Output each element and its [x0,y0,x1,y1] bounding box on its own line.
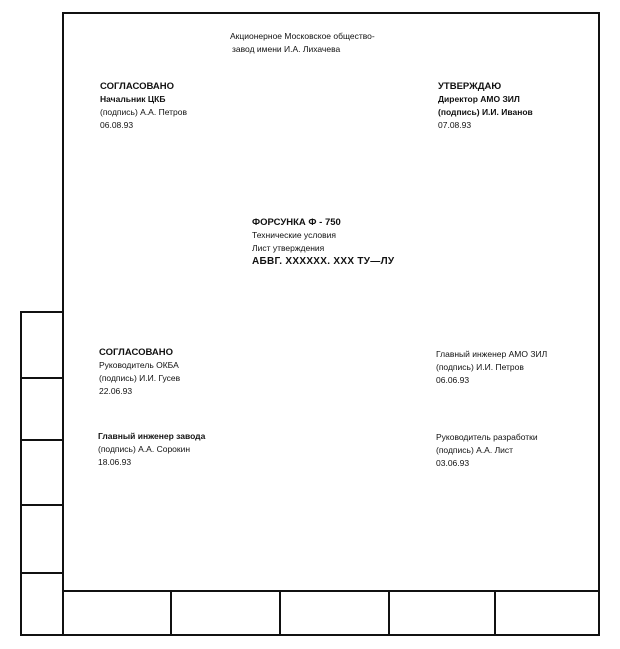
block-date: 18.06.93 [98,457,132,467]
approval-block-middle-left [99,346,180,398]
block-signature: (подпись) И.И. Гусев [99,373,181,383]
side-stamp-cell [22,504,62,506]
bottom-stamp-divider [170,592,172,634]
block-heading: УТВЕРЖДАЮ [438,81,502,92]
block-position: Главный инженер АМО ЗИЛ [436,349,548,359]
approval-block-top-left [100,80,187,132]
bottom-stamp-divider [388,592,390,634]
block-heading: СОГЛАСОВАНО [100,81,174,92]
sheet-name: Лист утверждения [252,243,325,253]
side-stamp-cell [22,572,62,574]
block-date: 22.06.93 [99,386,133,396]
block-heading: СОГЛАСОВАНО [99,347,173,358]
organization-line-2: завод имени И.А. Лихачева [232,44,341,54]
block-signature: (подпись) И.И. Петров [436,362,524,372]
approval-block-bottom-left [98,430,205,469]
approval-block-top-right [438,80,533,132]
bottom-stamp-divider [494,592,496,634]
block-position: Директор АМО ЗИЛ [438,94,520,104]
bottom-stamp-strip [62,590,600,636]
block-date: 06.06.93 [436,375,470,385]
document-title-block [252,216,394,268]
block-signature: (подпись) И.И. Иванов [438,107,533,117]
product-name: ФОРСУНКА Ф - 750 [252,217,341,228]
document-code: АБВГ. XXXXXX. XXX ТУ—ЛУ [252,256,395,267]
block-position: Руководитель ОКБА [99,360,179,370]
block-signature: (подпись) А.А. Лист [436,445,514,455]
side-stamp-cell [22,377,62,379]
block-date: 07.08.93 [438,120,472,130]
block-position: Руководитель разработки [436,432,538,442]
organization-header [230,30,375,56]
organization-line-1: Акционерное Московское общество- [230,31,375,41]
document-type: Технические условия [252,230,336,240]
block-date: 03.06.93 [436,458,470,468]
block-signature: (подпись) А.А. Сорокин [98,444,191,454]
block-position: Начальник ЦКБ [100,94,166,104]
block-signature: (подпись) А.А. Петров [100,107,187,117]
bottom-stamp-divider [279,592,281,634]
approval-block-middle-right [436,348,547,387]
side-stamp-column [20,311,62,636]
side-stamp-cell [22,439,62,441]
block-date: 06.08.93 [100,120,134,130]
block-position: Главный инженер завода [98,431,206,441]
approval-block-bottom-right [436,431,538,470]
